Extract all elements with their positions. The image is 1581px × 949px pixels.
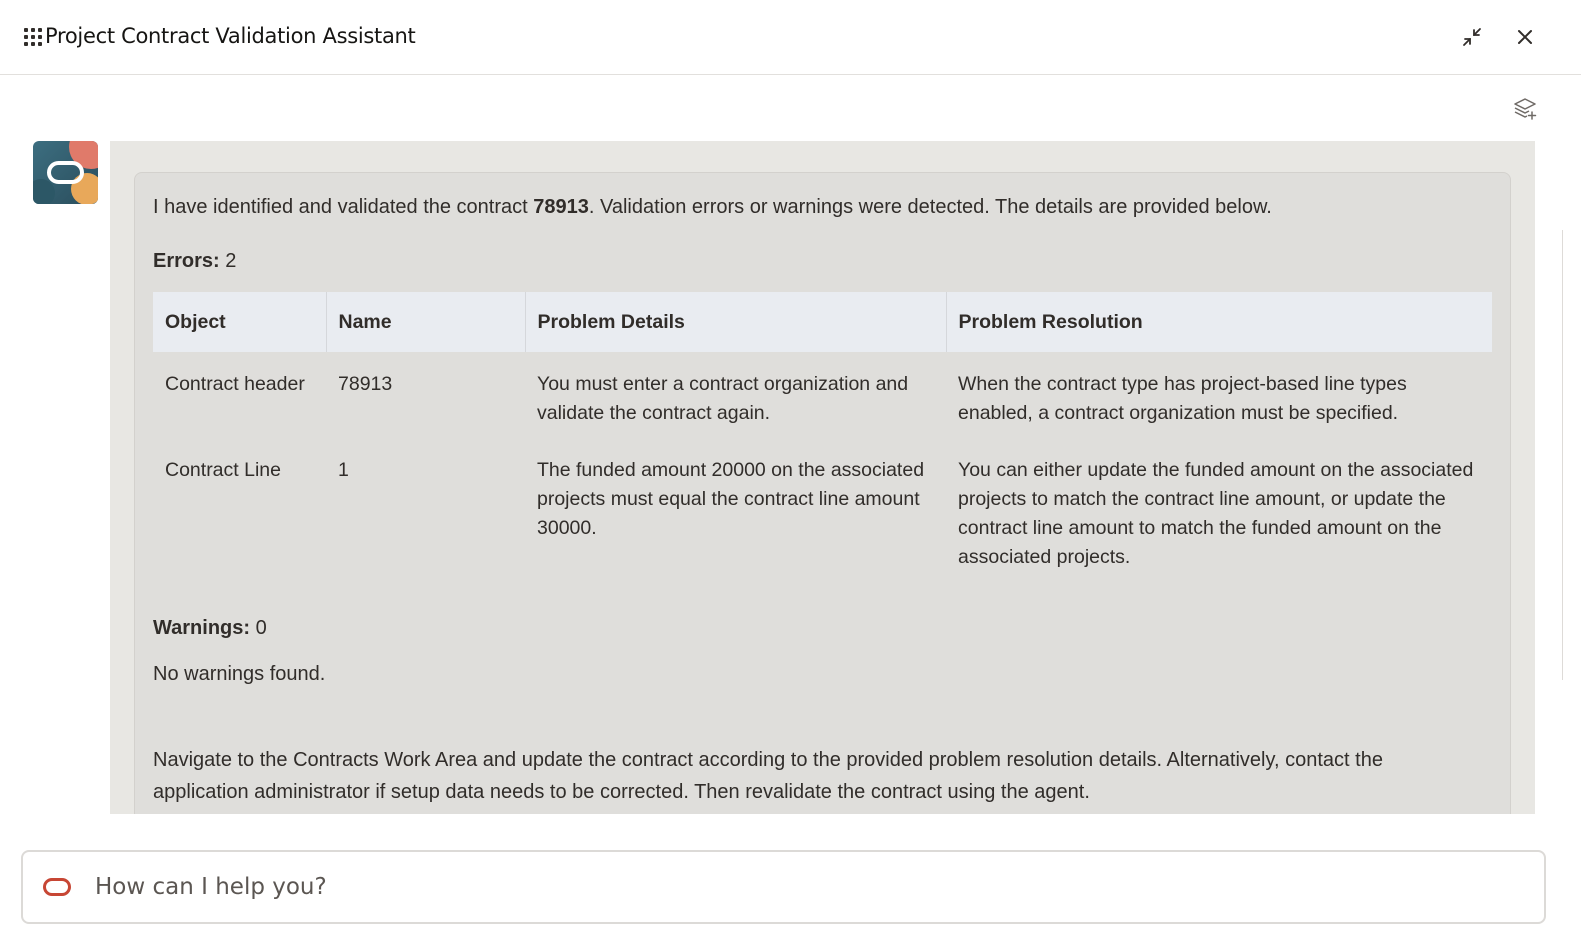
cell-name: 78913 [338,373,393,395]
errors-count: 2 [225,250,237,272]
page-title: Project Contract Validation Assistant [45,24,416,48]
column-header-object: Object [153,292,326,352]
column-header-name: Name [326,292,525,352]
collapse-icon [1460,25,1484,49]
scrollbar[interactable] [1562,230,1566,680]
close-icon [1515,27,1535,47]
assistant-message-bubble [110,141,1535,814]
column-header-problem-details: Problem Details [525,292,946,352]
contract-number: 78913 [533,196,589,218]
cell-details: You must enter a contract organization and validate the contract again. [537,373,909,424]
cell-resolution: When the contract type has project-based line types enabled, a contract organization must be specified. [958,373,1407,424]
cell-object: Contract Line [165,459,281,481]
errors-summary: Errors: 2 [153,250,237,272]
cell-details: The funded amount 20000 on the associated projects must equal the contract line amount 30000. [537,459,925,539]
close-button[interactable] [1510,22,1540,52]
message-card [134,172,1511,814]
cell-name: 1 [338,459,349,481]
table-header-row [153,292,1492,352]
layers-add-button[interactable] [1510,94,1540,124]
table-row [153,352,1492,438]
errors-table [153,292,1492,582]
chat-input-box[interactable] [21,850,1546,924]
column-header-problem-resolution: Problem Resolution [946,292,1492,352]
table-row [153,438,1492,582]
cell-resolution: You can either update the funded amount on the associated projects to match the contract line amount, or update the contract line amount to match the funded amount on the associated projects. [958,459,1474,568]
warnings-summary: Warnings: 0 [153,617,267,639]
no-warnings-text: No warnings found. [153,663,326,685]
cell-object: Contract header [165,373,305,395]
assistant-logo-icon [43,878,71,896]
chat-input[interactable] [95,864,1515,910]
navigation-instructions: Navigate to the Contracts Work Area and update the contract according to the provided problem resolution details. Alternatively, contact the application administrator if setup data needs to be corrected. Then revalidate the contract using the agent. [153,749,1383,803]
layers-add-icon [1512,96,1538,122]
intro-text: I have identified and validated the contract 78913. Validation errors or warnings were detected. The details are provided below. [153,196,1272,218]
grid-icon[interactable] [24,28,42,46]
collapse-button[interactable] [1457,22,1487,52]
assistant-avatar [33,141,98,204]
warnings-count: 0 [255,617,267,639]
header-bar [0,0,1581,75]
